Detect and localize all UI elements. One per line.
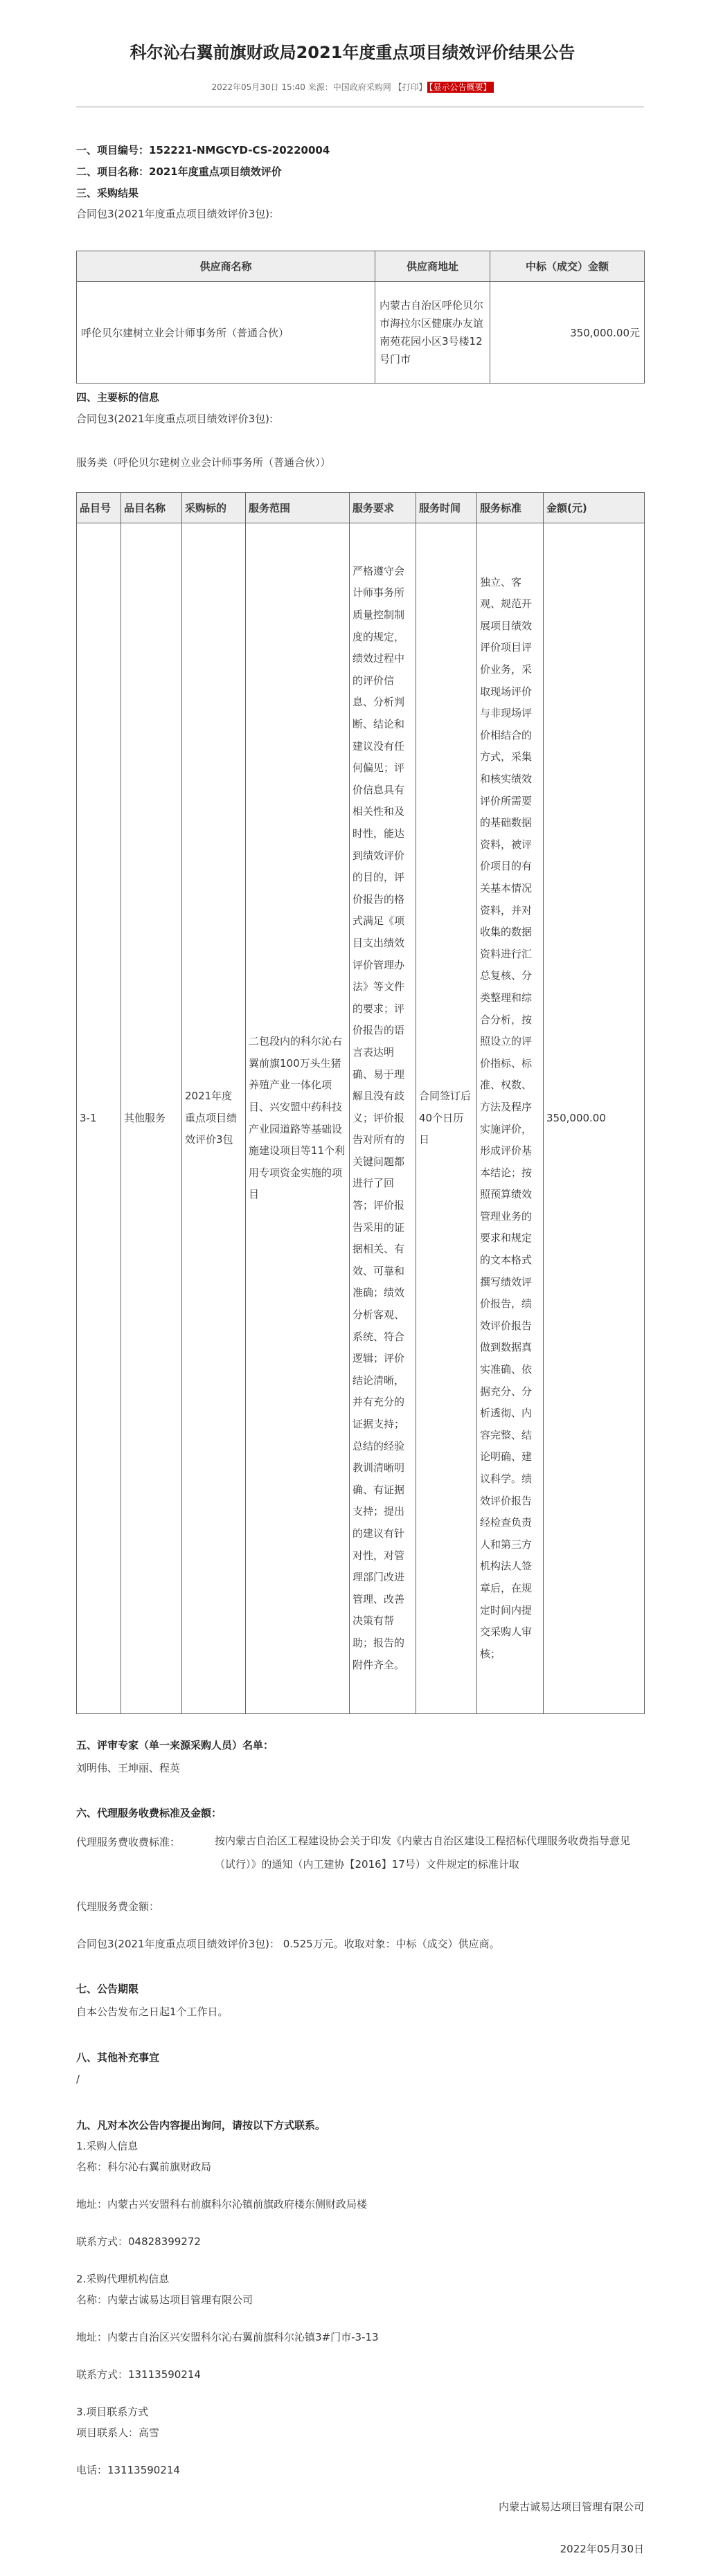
section-agency-fee: 六、代理服务收费标准及金额：: [76, 1807, 222, 1819]
header-item-name: 品目名称: [121, 493, 182, 523]
time-cell: 合同签订后40个日历日: [416, 523, 477, 1714]
header-subject: 采购标的: [182, 493, 246, 523]
section-procurement-result: 三、采购结果: [76, 187, 139, 199]
fee-standard-text: 按内蒙古自治区工程建设协会关于印发《内蒙古自治区建设工程招标代理服务收费指导意见（试行）》的通知（内工建协【2016】17号）文件规定的标准计取: [215, 1835, 631, 1871]
footer-org: 内蒙古诚易达项目管理有限公司: [498, 2501, 644, 2513]
fee-standard-label: 代理服务费收费标准：: [76, 1836, 181, 1848]
meta-text: 2022年05月30日 15:40 来源：中国政府采购网 【打印】: [211, 82, 427, 92]
header-award-amount: 中标（成交）金额: [490, 251, 645, 282]
header-amount: 金额(元): [544, 493, 645, 523]
item-no-cell: 3-1: [77, 523, 121, 1714]
supplier-table: [76, 251, 645, 384]
page-title: 科尔沁右翼前旗财政局2021年度重点项目绩效评价结果公告: [130, 43, 575, 62]
result-package-label: 合同包3(2021年度重点项目绩效评价3包):: [76, 208, 274, 220]
purchaser-title: 1.采购人信息: [76, 2140, 139, 2152]
agency-phone: 联系方式：13113590214: [76, 2368, 201, 2381]
header-requirement: 服务要求: [350, 493, 416, 523]
expert-names: 刘明伟、王坤丽、程英: [76, 1762, 181, 1774]
section-experts: 五、评审专家（单一来源采购人员）名单：: [76, 1739, 274, 1751]
purchaser-address: 地址：内蒙古兴安盟科右前旗科尔沁镇前旗政府楼东侧财政局楼: [76, 2198, 368, 2210]
subject-cell: 2021年度重点项目绩效评价3包: [182, 523, 246, 1714]
agency-name: 名称：内蒙古诚易达项目管理有限公司: [76, 2294, 253, 2306]
requirement-cell: 严格遵守会计师事务所质量控制制度的规定，绩效过程中的评价信息、分析判断、结论和建议没有任何偏见；评价信息具有相关性和及时性，能达到绩效评价的目的，评价报告的格式满足《项目支出绩效评价管理办法》等文件的要求；评价报告的语言表达明确、易于理解且没有歧义；评价报告对所有的关键问题都进行了回答；评价报告采用的证据相关、有效、可靠和准确；绩效分析客观、系统、符合逻辑；评价结论清晰，并有充分的证据支持；总结的经验教训清晰明确、有证据支持；提出的建议有针对性，对管理部门改进管理、改善决策有帮助；报告的附件齐全。: [350, 523, 416, 1714]
contact-phone: 电话：13113590214: [76, 2464, 180, 2476]
section-notice-period: 七、公告期限: [76, 1983, 139, 1995]
purchaser-name: 名称：科尔沁右翼前旗财政局: [76, 2161, 212, 2173]
header-item-no: 品目号: [77, 493, 121, 523]
fee-amount-text: 合同包3(2021年度重点项目绩效评价3包)： 0.525万元。收取对象：中标（成交）供应商。: [76, 1938, 500, 1950]
scope-cell: 二包段内的科尔沁右翼前旗100万头生猪养殖产业一体化项目、兴安盟中药科技产业园道路等基础设施建设项目等11个利用专项资金实施的项目: [246, 523, 350, 1714]
header-scope: 服务范围: [246, 493, 350, 523]
section-project-name: 二、项目名称：2021年度重点项目绩效评价: [76, 165, 282, 178]
header-supplier-address: 供应商地址: [375, 251, 490, 282]
award-amount-cell: 350,000.00元: [490, 282, 645, 384]
publish-meta: [0, 81, 705, 93]
header-standard: 服务标准: [477, 493, 544, 523]
header-time: 服务时间: [416, 493, 477, 523]
purchaser-phone: 联系方式：04828399272: [76, 2235, 201, 2248]
section-main-items: 四、主要标的信息: [76, 391, 160, 404]
agency-address: 地址：内蒙古自治区兴安盟科尔沁右翼前旗科尔沁镇3#门市-3-13: [76, 2331, 379, 2343]
items-table: [76, 492, 645, 1714]
other-matters-text: /: [76, 2073, 80, 2085]
footer-date: 2022年05月30日: [560, 2543, 644, 2555]
section-contact: 九、凡对本次公告内容提出询问，请按以下方式联系。: [76, 2119, 326, 2132]
service-type-line: 服务类（呼伦贝尔建树立业会计师事务所（普通合伙））: [76, 456, 331, 469]
fee-amount-label: 代理服务费金额：: [76, 1900, 160, 1913]
agency-title: 2.采购代理机构信息: [76, 2273, 170, 2285]
summary-toggle-button[interactable]: 【显示公告概要】: [427, 82, 494, 93]
section-project-number: 一、项目编号：152221-NMGCYD-CS-20220004: [76, 144, 330, 156]
item-name-cell: 其他服务: [121, 523, 182, 1714]
amount-cell: 350,000.00: [544, 523, 645, 1714]
contact-person: 项目联系人：高雪: [76, 2426, 160, 2439]
items-package-label: 合同包3(2021年度重点项目绩效评价3包):: [76, 413, 274, 425]
supplier-address-cell: 内蒙古自治区呼伦贝尔市海拉尔区健康办友谊南苑花园小区3号楼12号门市: [375, 282, 490, 384]
header-supplier-name: 供应商名称: [77, 251, 375, 282]
notice-period-text: 自本公告发布之日起1个工作日。: [76, 2006, 229, 2018]
contact-title: 3.项目联系方式: [76, 2406, 149, 2418]
standard-cell: 独立、客观、规范开展项目绩效评价项目评价业务，采取现场评价与非现场评价相结合的方式，采集和核实绩效评价所需要的基础数据资料，被评价项目的有关基本情况资料，并对收集的数据资料进行汇总复核、分类整理和综合分析，按照设立的评价指标、标准、权数、方法及程序实施评价，形成评价基本结论；按照预算绩效管理业务的要求和规定的文本格式撰写绩效评价报告，绩效评价报告做到数据真实准确、依据充分、分析透彻、内容完整、结论明确、建议科学。绩效评价报告经检查负责人和第三方机构法人签章后，在规定时间内提交采购人审核；: [477, 523, 544, 1714]
section-other-matters: 八、其他补充事宜: [76, 2051, 160, 2064]
supplier-name-cell: 呼伦贝尔建树立业会计师事务所（普通合伙）: [77, 282, 375, 384]
